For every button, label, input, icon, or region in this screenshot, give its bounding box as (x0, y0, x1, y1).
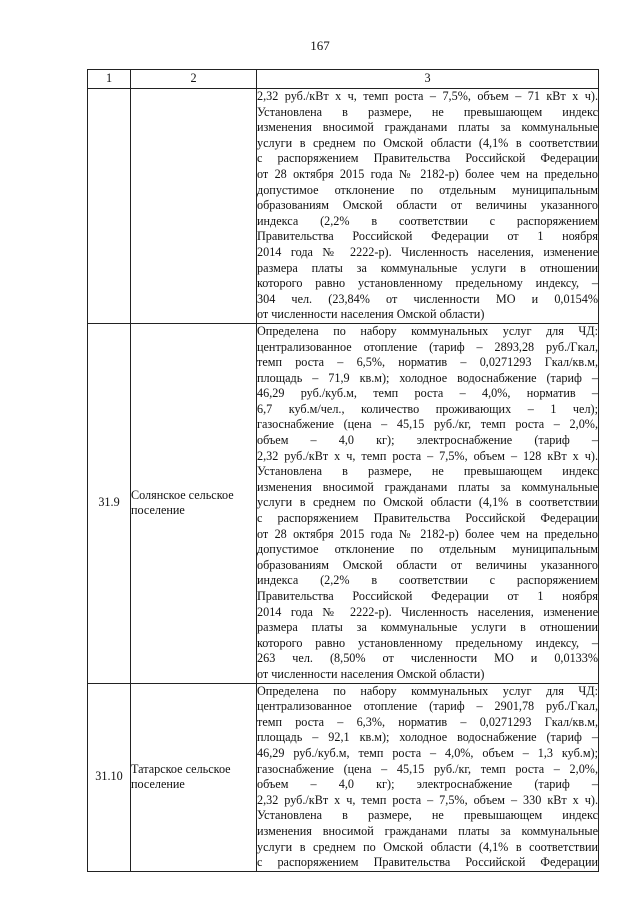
description-line: централизованное отопление (тариф – 2893,28 руб./Гкал, (257, 339, 598, 354)
description-line: с распоряжением Правительства Российской Федерации (257, 511, 598, 526)
description-line: объем – 4,0 кг); электроснабжение (тариф – (257, 433, 598, 448)
description-line: размера платы за коммунальные услуги в отношении (257, 260, 598, 275)
table-header-row (88, 70, 599, 89)
description-line: услуги в среднем по Омской области (4,1% в соответствии (257, 135, 598, 150)
description-line: изменения вносимой гражданами платы за коммунальные (257, 823, 598, 838)
description-line: индекса (2,2% в соответствии с распоряжением (257, 213, 598, 228)
description-line: Установлена в размере, не превышающем индекс (257, 808, 598, 823)
description-line: площадь – 92,1 кв.м); холодное водоснабжение (тариф – (257, 730, 598, 745)
description-line: 2,32 руб./кВт х ч, темп роста – 7,5%, объем – 71 кВт х ч). (257, 89, 598, 103)
description-line: размера платы за коммунальные услуги в отношении (257, 620, 598, 635)
description-line: от численности населения Омской области) (257, 307, 485, 322)
description-line: газоснабжение (цена – 45,15 руб./кг, темп роста – 2,0%, (257, 417, 598, 432)
document-table (87, 69, 599, 872)
description-line: темп роста – 6,5%, норматив – 0,0271293 Гкал/кв.м, (257, 355, 598, 370)
description-line: 46,29 руб./куб.м, темп роста – 4,0%, норматив – (257, 386, 598, 401)
description-line: Установлена в размере, не превышающем индекс (257, 104, 598, 119)
description-line: Определена по набору коммунальных услуг для ЧД: (257, 323, 598, 338)
row-number: 31.10 (88, 683, 131, 871)
description-line: 2,32 руб./кВт х ч, темп роста – 7,5%, объем – 128 кВт х ч). (257, 448, 598, 463)
row-number: 31.9 (88, 323, 131, 683)
table-row (88, 89, 599, 324)
settlement-name: Татарское сельское поселение (131, 683, 257, 871)
description-cell (257, 323, 599, 683)
description-line: 2014 года № 2222-р). Численность населения, изменение (257, 604, 598, 619)
settlement-name: Солянское сельское поселение (131, 323, 257, 683)
description-line: от 28 октября 2015 года № 2182-р) более чем на предельно (257, 526, 598, 541)
description-line: услуги в среднем по Омской области (4,1% в соответствии (257, 495, 598, 510)
description-line: объем – 4,0 кг); электроснабжение (тариф – (257, 777, 598, 792)
description-line: образованиям Омской области от величины указанного (257, 198, 598, 213)
description-line: 2014 года № 2222-р). Численность населения, изменение (257, 244, 598, 259)
description-line: с распоряжением Правительства Российской Федерации (257, 151, 598, 166)
description-line: 2,32 руб./кВт х ч, темп роста – 7,5%, объем – 330 кВт х ч). (257, 792, 598, 807)
description-line: образованиям Омской области от величины указанного (257, 557, 598, 572)
description-line: от численности населения Омской области) (257, 666, 485, 681)
description-line: 6,7 куб.м/чел., количество проживающих – 1 чел); (257, 401, 598, 416)
description-line: газоснабжение (цена – 45,15 руб./кг, темп роста – 2,0%, (257, 761, 598, 776)
description-line: 46,29 руб./куб.м, темп роста – 4,0%, объем – 1,3 куб.м); (257, 745, 598, 760)
table-row (88, 683, 599, 871)
description-line: услуги в среднем по Омской области (4,1% в соответствии (257, 839, 598, 854)
description-line: допустимое отклонение по отдельным муниципальным (257, 182, 598, 197)
description-line: которого равно установленному предельному индексу, – (257, 276, 598, 291)
description-line: изменения вносимой гражданами платы за коммунальные (257, 479, 598, 494)
description-line: площадь – 71,9 кв.м); холодное водоснабжение (тариф – (257, 370, 598, 385)
description-line: централизованное отопление (тариф – 2901,78 руб./Гкал, (257, 699, 598, 714)
description-line: индекса (2,2% в соответствии с распоряжением (257, 573, 598, 588)
row-number (88, 89, 131, 324)
description-line: Правительства Российской Федерации от 1 ноября (257, 229, 598, 244)
description-line: 263 чел. (8,50% от численности МО и 0,0133% (257, 651, 598, 666)
description-line: темп роста – 6,3%, норматив – 0,0271293 Гкал/кв.м, (257, 714, 598, 729)
column-header-3: 3 (257, 70, 599, 89)
description-line: с распоряжением Правительства Российской Федерации (257, 855, 598, 870)
description-line: которого равно установленному предельному индексу, – (257, 635, 598, 650)
description-cell (257, 89, 599, 324)
column-header-1: 1 (88, 70, 131, 89)
description-line: Правительства Российской Федерации от 1 ноября (257, 589, 598, 603)
description-line: Определена по набору коммунальных услуг для ЧД: (257, 683, 598, 698)
description-line: изменения вносимой гражданами платы за коммунальные (257, 120, 598, 135)
column-header-2: 2 (131, 70, 257, 89)
description-line: Установлена в размере, не превышающем индекс (257, 464, 598, 479)
description-cell (257, 683, 599, 871)
description-line: от 28 октября 2015 года № 2182-р) более чем на предельно (257, 166, 598, 181)
page-number: 167 (310, 38, 330, 53)
table-row (88, 323, 599, 683)
description-line: допустимое отклонение по отдельным муниципальным (257, 542, 598, 557)
settlement-name (131, 89, 257, 324)
description-line: 304 чел. (23,84% от численности МО и 0,0154% (257, 291, 598, 306)
